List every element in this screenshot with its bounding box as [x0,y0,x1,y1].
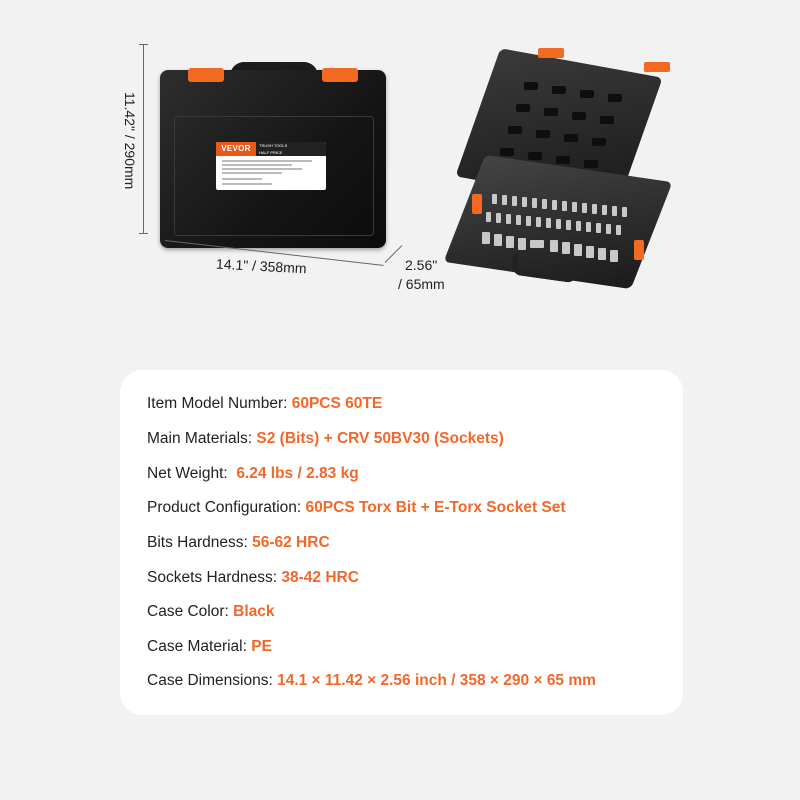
spec-row-product-configuration [147,498,566,518]
depth-dimension-label-line2: / 65mm [398,276,445,292]
spec-label: Sockets Hardness: [147,569,282,586]
case-latch [322,68,358,82]
spec-value: 60PCS Torx Bit + E-Torx Socket Set [305,499,566,516]
closed-case-image [160,62,388,250]
spec-value: 56-62 HRC [252,534,330,551]
label-line: TRUSH TOOLS [259,143,288,148]
case-latch [188,68,224,82]
spec-row-net-weight [147,464,359,484]
spec-value: Black [233,603,275,620]
brand-logo: VEVOR [216,142,256,156]
spec-value: 60PCS 60TE [291,395,383,412]
spec-label: Case Dimensions: [147,672,278,689]
spec-label: Product Configuration: [147,499,306,516]
depth-dimension-label-line1: 2.56" [405,257,438,273]
spec-value: S2 (Bits) + CRV 50BV30 (Sockets) [256,430,504,447]
spec-value: PE [251,638,272,655]
spec-row-bits-hardness [147,533,330,553]
height-dimension-label: 11.42" / 290mm [122,92,138,190]
spec-label: Case Color: [147,603,234,620]
spec-row-case-material [147,637,272,657]
case-label-plate [216,142,326,190]
label-line: HALF PRICE [259,150,283,155]
spec-row-sockets-hardness [147,568,359,588]
spec-value: 38-42 HRC [281,569,359,586]
spec-label: Item Model Number: [147,395,292,412]
spec-label: Bits Hardness: [147,534,253,551]
spec-row-main-materials [147,429,504,449]
spec-card [120,370,683,715]
spec-label: Main Materials: [147,430,257,447]
width-dimension-label: 14.1" / 358mm [215,255,307,277]
open-case-image [452,44,682,274]
spec-value: 14.1 × 11.42 × 2.56 inch / 358 × 290 × 65 mm [277,672,596,689]
spec-label: Case Material: [147,638,252,655]
height-dimension-line [143,44,144,234]
spec-row-case-dimensions [147,671,596,691]
spec-row-case-color [147,602,275,622]
spec-row-model-number [147,394,382,414]
spec-label: Net Weight: [147,465,237,482]
spec-value: 6.24 lbs / 2.83 kg [236,465,359,482]
